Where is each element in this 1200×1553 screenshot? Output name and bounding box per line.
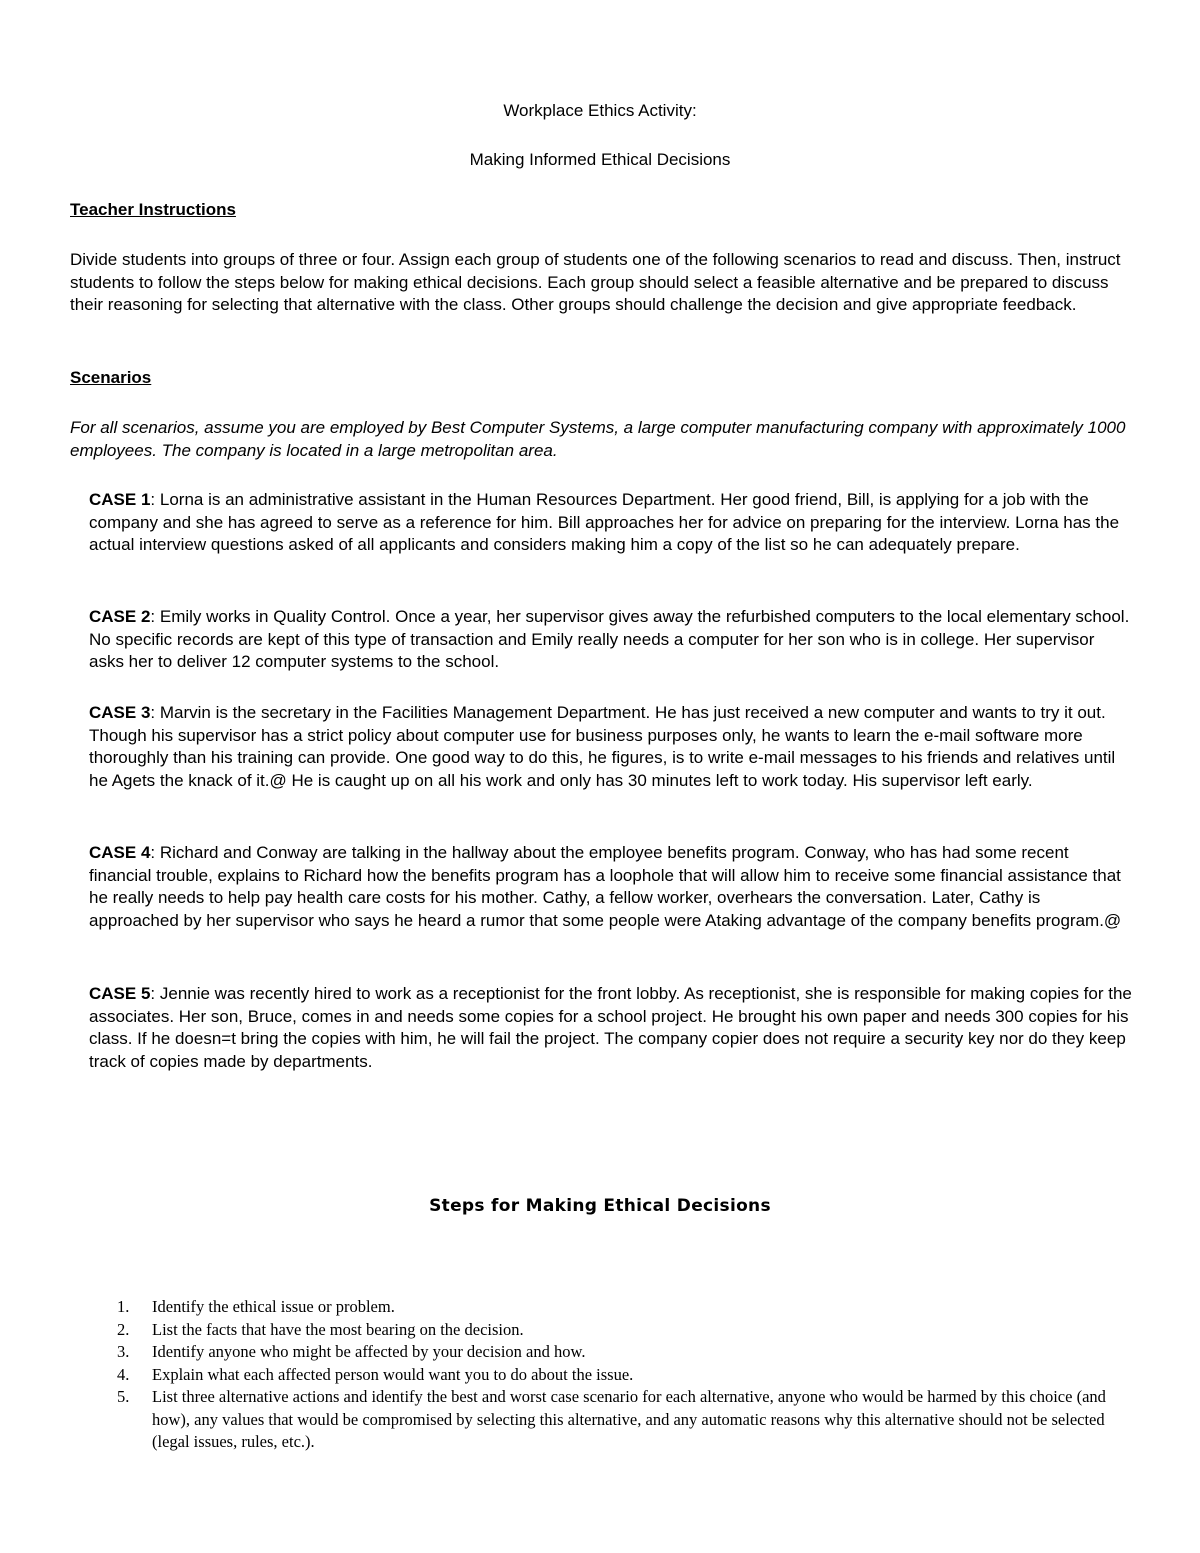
- case-4: [89, 842, 1134, 932]
- step-item: [112, 1319, 1112, 1342]
- step-text: Explain what each affected person would want you to do about the issue.: [152, 1364, 634, 1384]
- step-item: [112, 1296, 1112, 1319]
- case-text: : Lorna is an administrative assistant in the Human Resources Department. Her good friend, Bill, is applying for a job with the company and she has agreed to serve as a reference for him. Bill approaches her for advice on preparing for the interview. Lorna has the actual interview questions asked of all applicants and considers making him a copy of the list so he can adequately prepare.: [89, 490, 1120, 554]
- case-label: CASE 1: [89, 490, 151, 509]
- steps-list: [112, 1296, 1112, 1454]
- step-text: List three alternative actions and identify the best and worst case scenario for each alternative, anyone who would be harmed by this choice (and how), any values that would be compromised by selecting this alternative, and any automatic reasons why this alternative should not be selected (legal issues, rules, etc.).: [152, 1387, 1106, 1451]
- document-title: Workplace Ethics Activity:: [503, 101, 697, 120]
- step-number: 1.: [117, 1297, 130, 1316]
- scenarios-heading: Scenarios: [70, 368, 152, 387]
- case-5: [89, 983, 1134, 1073]
- teacher-instructions-heading: Teacher Instructions: [70, 200, 236, 219]
- steps-title: Steps for Making Ethical Decisions: [429, 1196, 771, 1216]
- case-text: : Marvin is the secretary in the Facilities Management Department. He has just received a new computer and wants to try it out. Though his supervisor has a strict policy about computer use for business purposes only, he wants to learn the e-mail software more thoroughly than his training can provide. One good way to do this, he figures, is to write e-mail messages to his friends and relatives until he Agets the knack of it.@ He is caught up on all his work and only has 30 minutes left to work today. His supervisor left early.: [89, 703, 1116, 790]
- case-label: CASE 5: [89, 984, 151, 1003]
- case-label: CASE 2: [89, 607, 151, 626]
- step-item: [112, 1386, 1112, 1454]
- step-item: [112, 1341, 1112, 1364]
- case-text: : Richard and Conway are talking in the hallway about the employee benefits program. Conway, who has had some recent financial trouble, explains to Richard how the benefits program has a loophole that will allow him to receive some financial assistance that he really needs to help pay health care costs for his mother. Cathy, a fellow worker, overhears the conversation. Later, Cathy is approached by her supervisor who says he heard a rumor that some people were Ataking advantage of the company benefits program.@: [89, 843, 1122, 930]
- scenarios-intro: For all scenarios, assume you are employed by Best Computer Systems, a large computer manufacturing company with approximately 1000 employees. The company is located in a large metropolitan area.: [70, 418, 1126, 460]
- case-text: : Jennie was recently hired to work as a receptionist for the front lobby. As receptionist, she is responsible for making copies for the associates. Her son, Bruce, comes in and needs some copies for a school project. He brought his own paper and needs 300 copies for his class. If he doesn=t bring the copies with him, he will fail the project. The company copier does not require a security key nor do they keep track of copies made by departments.: [89, 984, 1132, 1071]
- step-text: Identify anyone who might be affected by your decision and how.: [152, 1342, 586, 1361]
- case-label: CASE 3: [89, 703, 151, 722]
- step-text: List the facts that have the most bearing on the decision.: [152, 1319, 524, 1339]
- case-label: CASE 4: [89, 843, 151, 862]
- step-item: [112, 1364, 1112, 1387]
- teacher-instructions-text: Divide students into groups of three or four. Assign each group of students one of the following scenarios to read and discuss. Then, instruct students to follow the steps below for making ethical decisions. Each group should select a feasible alternative and be prepared to discuss their reasoning for selecting that alternative with the class. Other groups should challenge the decision and give appropriate feedback.: [70, 250, 1121, 314]
- document-subtitle: Making Informed Ethical Decisions: [469, 150, 731, 169]
- step-number: 4.: [117, 1364, 130, 1384]
- step-number: 5.: [117, 1387, 130, 1406]
- case-2: [89, 606, 1134, 674]
- step-text: Identify the ethical issue or problem.: [152, 1297, 395, 1316]
- step-number: 3.: [117, 1342, 130, 1361]
- case-3: [89, 702, 1134, 792]
- case-text: : Emily works in Quality Control. Once a year, her supervisor gives away the refurbished computers to the local elementary school. No specific records are kept of this type of transaction and Emily really needs a computer for her son who is in college. Her supervisor asks her to deliver 12 computer systems to the school.: [89, 607, 1130, 671]
- case-1: [89, 489, 1134, 557]
- step-number: 2.: [117, 1319, 130, 1339]
